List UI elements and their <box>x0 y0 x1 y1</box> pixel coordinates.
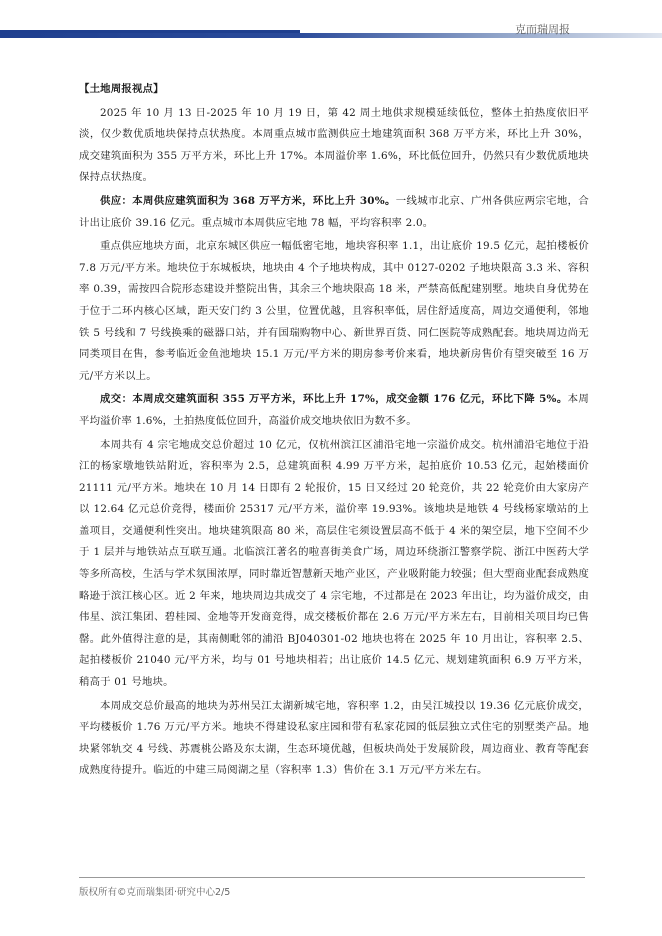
article-body <box>79 79 589 784</box>
paragraph-hangzhou-plot: 本周共有 4 宗宅地成交总价超过 10 亿元，仅杭州滨江区浦沿宅地一宗溢价成交。杭州浦沿宅地位于沿江的杨家墩地铁站附近，容积率为 2.5，总建筑面积 4.99 万平方米，起拍底价 10.53 亿元，起始楼面价 21111 元/平方米。地块在 10 月 14 日即有 2 轮报价，15 日又经过 20 轮竞价，共 22 轮竞价由大家房产以 12.64 亿元总价竞得，楼面价 25317 元/平方米，溢价率 19.93%。该地块是地铁 4 号线杨家墩站的上盖项目，交通便利性突出。地块建筑限高 80 米，高层住宅须设置层高不低于 4 米的架空层，地下空间不少于 1 层并与地铁站点互联互通。北临滨江著名的啦喜街美食广场，周边环绕浙江警察学院、浙江中医药大学等多所高校，生活与学术氛围浓厚，同时靠近智慧新天地产业区，产业吸附能力较强；但大型商业配套成熟度略逊于滨江核心区。近 2 年来，地块周边共成交了 4 宗宅地，不过都是在 2023 年出让，均为溢价成交，由伟星、滨江集团、碧桂园、金地等开发商竞得，成交楼板价都在 2.6 万元/平方米左右，目前相关项目均已售罄。此外值得注意的是，其南侧毗邻的浦沿 BJ040301-02 地块也将在 2025 年 10 月出让，容积率 2.5、起拍楼板价 21040 元/平方米，均与 01 号地块相若；出让底价 14.5 亿元、规划建筑面积 6.9 万平方米，稍高于 01 号地块。 <box>79 438 589 689</box>
paragraph-suzhou-plot: 本周成交总价最高的地块为苏州吴江太湖新城宅地，容积率 1.2，由吴江城投以 19.36 亿元底价成交，平均楼板价 1.76 万元/平方米。地块不得建设私家庄园和带有私家花园的低层独立式住宅的别墅类产品。地块紧邻轨交 4 号线、苏震桃公路及东太湖，生态环境优越，但板块尚处于发展阶段，周边商业、教育等配套成熟度待提升。临近的中建三局阅湖之星（容积率 1.3）售价在 3.1 万元/平方米左右。 <box>79 699 589 777</box>
transaction-lead: 成交：本周成交建筑面积 355 万平方米，环比上升 17%，成交金额 176 亿元，环比下降 5%。 <box>100 393 568 406</box>
transaction-text: 本周平均溢价率 1.6%，土拍热度低位回升，高溢价成交地块依旧为数不多。 <box>79 393 590 427</box>
paragraph-key-supply-plot: 重点供应地块方面，北京东城区供应一幅低密宅地，地块容积率 1.1，出让底价 19.5 亿元，起拍楼板价 7.8 万元/平方米。地块位于东城板块，地块由 4 个子地块构成，其中 0127-0202 子地块限高 3.3 米、容积率 0.39，需按四合院形态建设并整院出售，其余三个地块限高 18 米，严禁高低配建别墅。地块自身优势在于位于二环内核心区域，距天安门约 3 公里，位置优越，且容积率低，居住舒适度高，周边交通便利，邻地铁 5 号线和 7 号线换乘的磁器口站，并有国瑞购物中心、新世界百货、同仁医院等成熟配套。地块周边尚无同类项目在售，参考临近金鱼池地块 15.1 万元/平方米的期房参考价来看，地块新房售价有望突破至 16 万元/平方米以上。 <box>79 240 589 382</box>
header-brand: 克而瑞周报 <box>515 23 570 36</box>
paragraph-supply <box>79 191 589 234</box>
supply-lead: 供应：本周供应建筑面积为 368 万平方米，环比上升 30%。 <box>100 194 396 207</box>
supply-text: 一线城市北京、广州各供应两宗宅地，合计出让底价 39.16 亿元。重点城市本周供应宅地 78 幅，平均容积率 2.0。 <box>79 194 589 229</box>
section-title: 【土地周报视点】 <box>79 83 164 95</box>
footer-rule <box>79 877 585 878</box>
footer-copyright: 版权所有©克而瑞集团·研究中心2/5 <box>79 887 231 898</box>
paragraph-transaction <box>79 389 589 432</box>
paragraph-overview: 2025 年 10 月 13 日-2025 年 10 月 19 日，第 42 周土地供求规模延续低位，整体土拍热度依旧平淡，仅少数优质地块保持点状热度。本周重点城市监测供应土地建筑面积 368 万平方米，环比上升 30%，成交建筑面积为 355 万平方米，环比上升 17%。本周溢价率 1.6%，环比低位回升，仍然只有少数优质地块保持点状热度。 <box>79 106 589 184</box>
